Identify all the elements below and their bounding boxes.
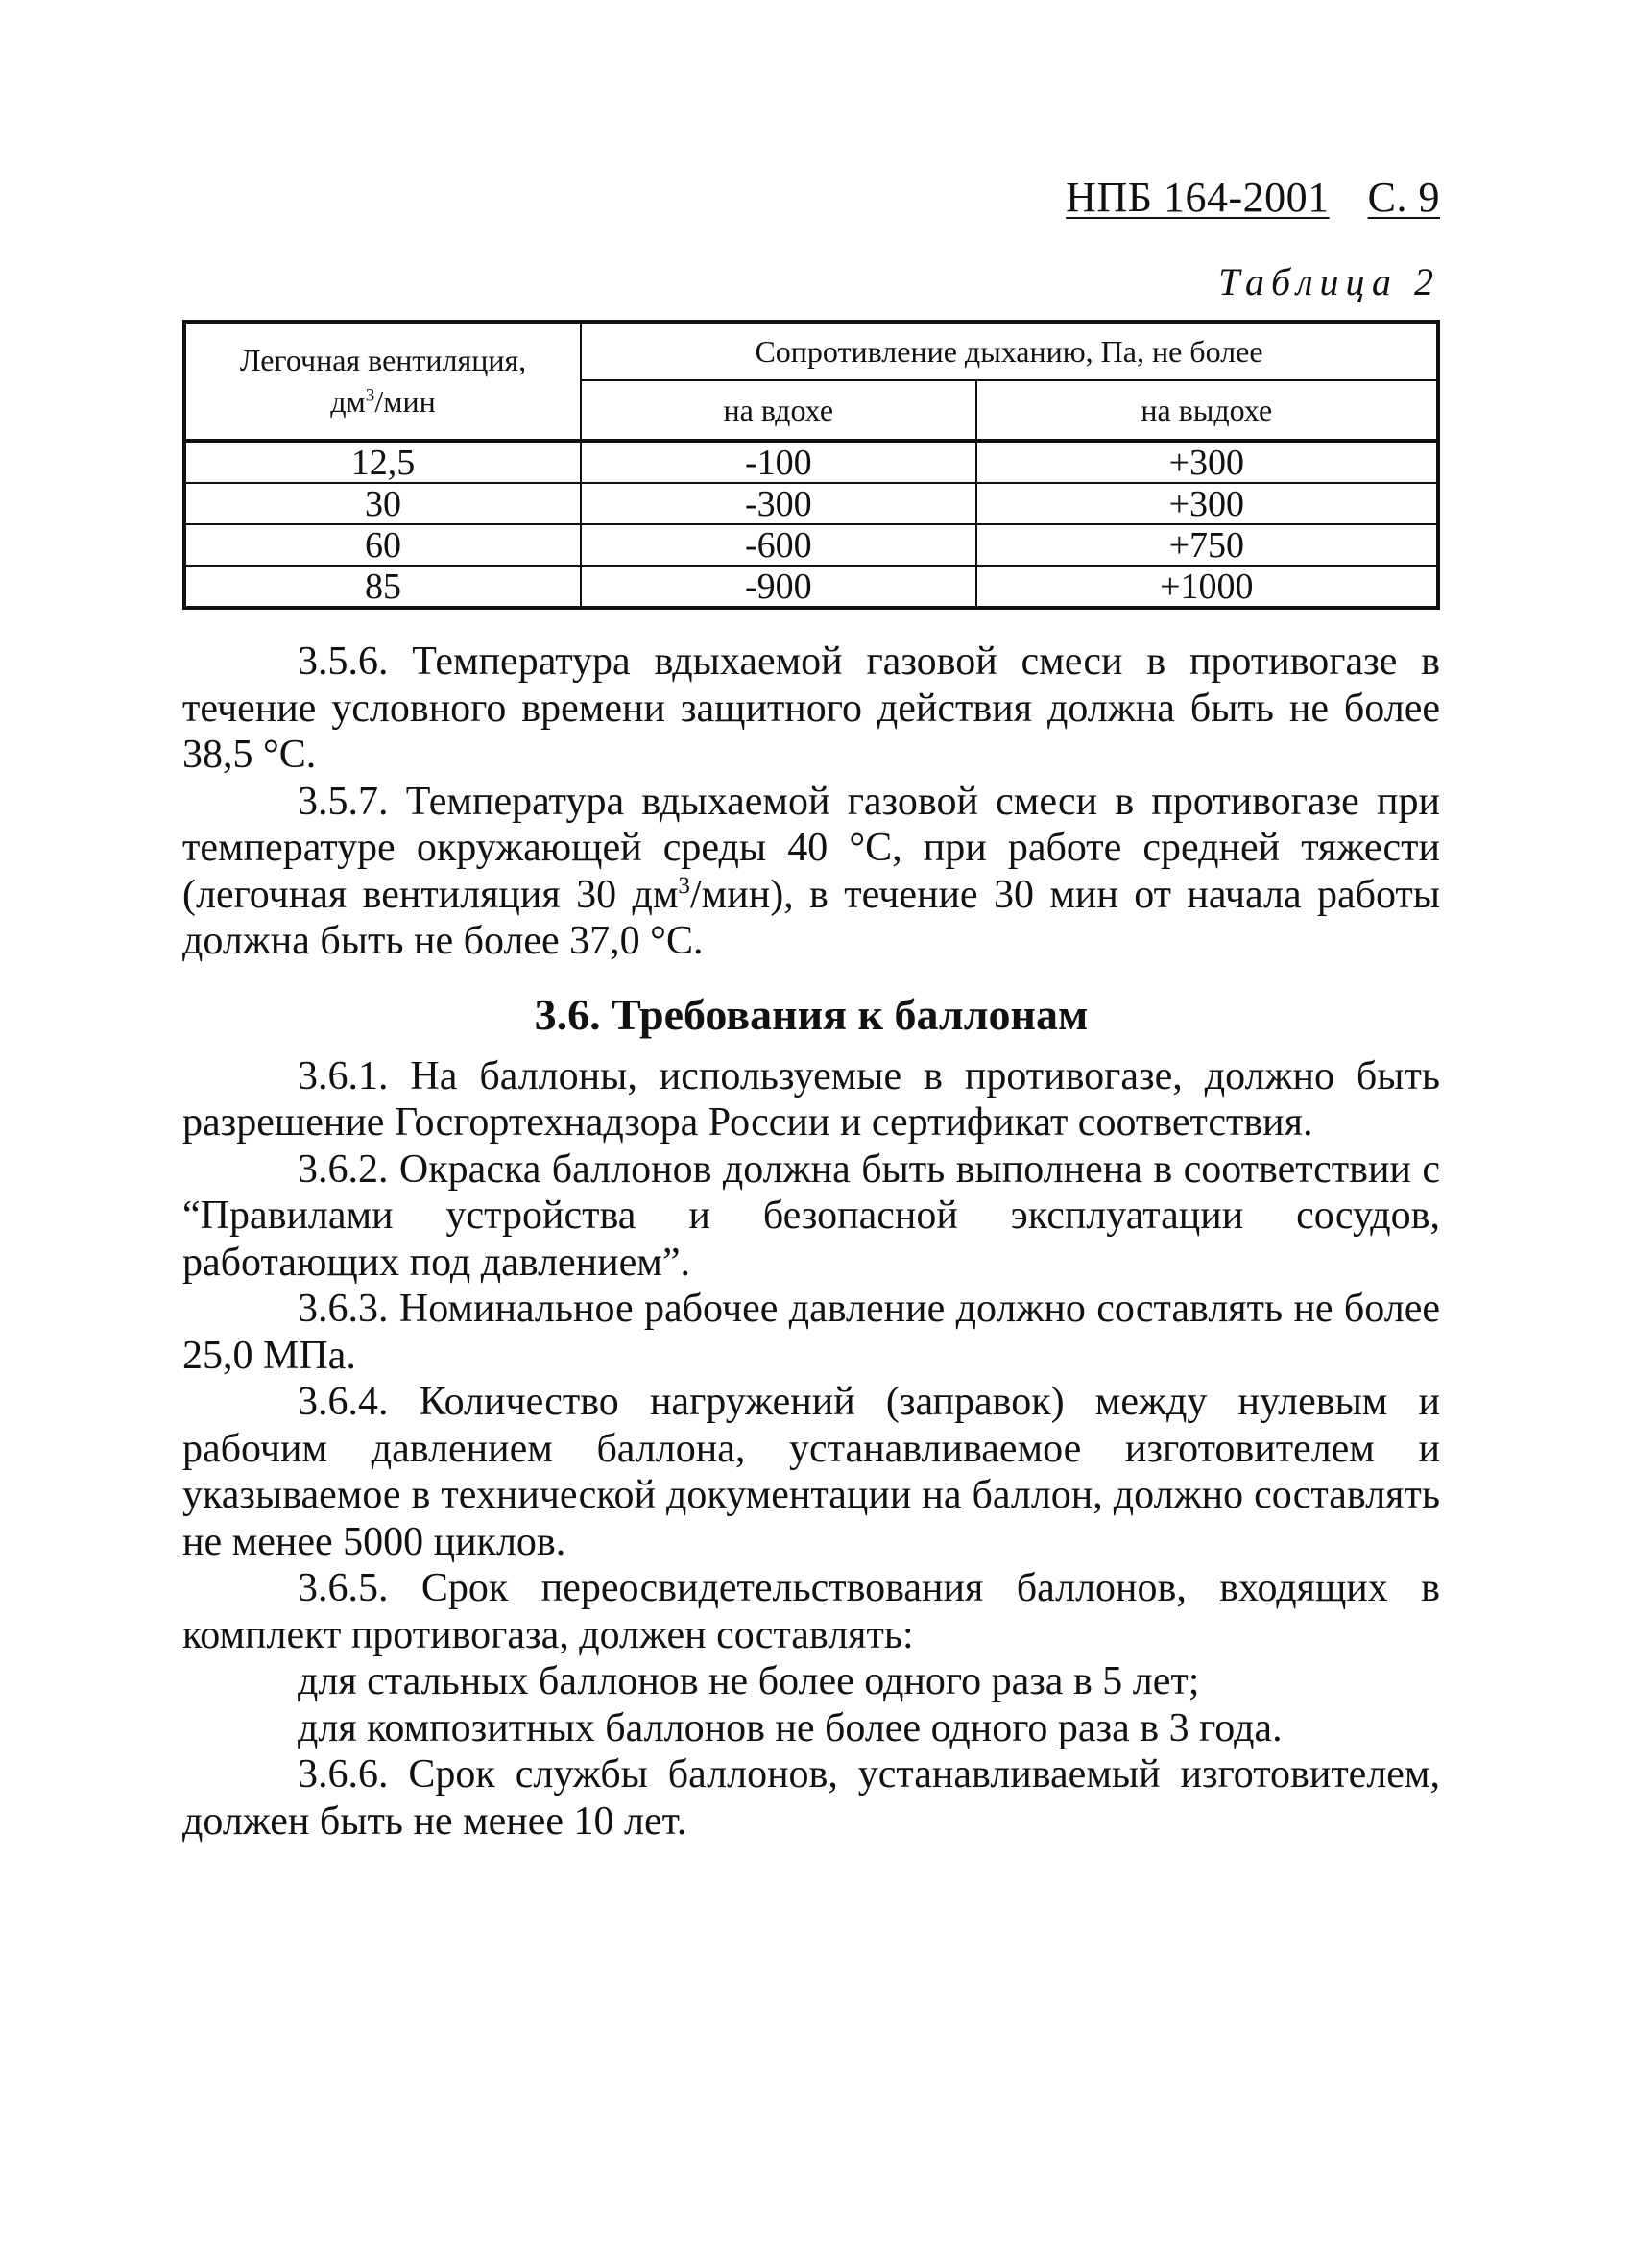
paragraph-3-6-4: 3.6.4. Количество нагружений (заправок) между нулевым и рабочим давлением баллона, устанавливаемое изготовителем и указываемое в технической документации на баллон, должно составлять не менее 5000 циклов. <box>182 1380 1440 1564</box>
list-item-composite-cylinders: для композитных баллонов не более одного раза в 3 года. <box>298 1705 1283 1750</box>
ventilation-cell: 60 <box>184 524 581 566</box>
paragraph-3-5-6: 3.5.6. Температура вдыхаемой газовой смеси в противогазе в течение условного времени защитного действия должна быть не более 38,5 °С. <box>182 639 1440 777</box>
table-row <box>184 524 1438 566</box>
table-row <box>184 483 1438 524</box>
inhale-cell: -300 <box>581 483 976 524</box>
paragraph-3-5-7: 3.5.7. Температура вдыхаемой газовой смеси в противогазе при температуре окружающей среды 40 °С, при работе средней тяжести (легочная вентиляция 30 $дм^3/мин$), в течение 30 мин от начала работы должна быть не более 37,0 °С. <box>182 779 1440 963</box>
ventilation-column-header: Легочная вентиляция, $дм^3$/мин <box>184 322 581 441</box>
list-item-steel-cylinders: для стальных баллонов не более одного раза в 5 лет; <box>298 1659 1200 1703</box>
inhale-cell: -600 <box>581 524 976 566</box>
table-row <box>184 441 1438 483</box>
inhale-cell: -900 <box>581 566 976 608</box>
inhale-cell: -100 <box>581 441 976 483</box>
page-number: С. 9 <box>1367 174 1440 221</box>
exhale-cell: +1000 <box>976 566 1438 608</box>
document-code: НПБ 164-2001 <box>1066 174 1330 221</box>
ventilation-cell: 30 <box>184 483 581 524</box>
paragraph-3-6-6: 3.6.6. Срок службы баллонов, устанавливаемый изготовителем, должен быть не менее 10 лет. <box>182 1752 1440 1844</box>
table-caption: Таблица 2 <box>1218 260 1440 303</box>
inhale-column-header: на вдохе <box>581 380 976 441</box>
ventilation-cell: 85 <box>184 566 581 608</box>
paragraph-3-6-5: 3.6.5. Срок переосвидетельствования баллонов, входящих в комплект противогаза, должен составлять: <box>182 1566 1440 1657</box>
ventilation-cell: 12,5 <box>184 441 581 483</box>
breathing-resistance-table <box>182 320 1440 610</box>
paragraph-3-6-3: 3.6.3. Номинальное рабочее давление должно составлять не более 25,0 МПа. <box>182 1287 1440 1378</box>
body-text <box>182 639 1440 1845</box>
section-title: 3.6. Требования к баллонам <box>534 989 1089 1039</box>
exhale-cell: +300 <box>976 441 1438 483</box>
exhale-cell: +750 <box>976 524 1438 566</box>
paragraph-3-6-2: 3.6.2. Окраска баллонов должна быть выполнена в соответствии с “Правилами устройства и безопасной эксплуатации сосудов, работающих под давлением”. <box>182 1146 1440 1285</box>
paragraph-3-6-1: 3.6.1. На баллоны, используемые в противогазе, должно быть разрешение Госгортехнадзора России и сертификат соответствия. <box>182 1053 1440 1145</box>
running-header <box>1066 173 1440 222</box>
table-row <box>184 566 1438 608</box>
exhale-cell: +300 <box>976 483 1438 524</box>
resistance-group-header: Сопротивление дыханию, Па, не более <box>581 322 1438 380</box>
exhale-column-header: на выдохе <box>976 380 1438 441</box>
